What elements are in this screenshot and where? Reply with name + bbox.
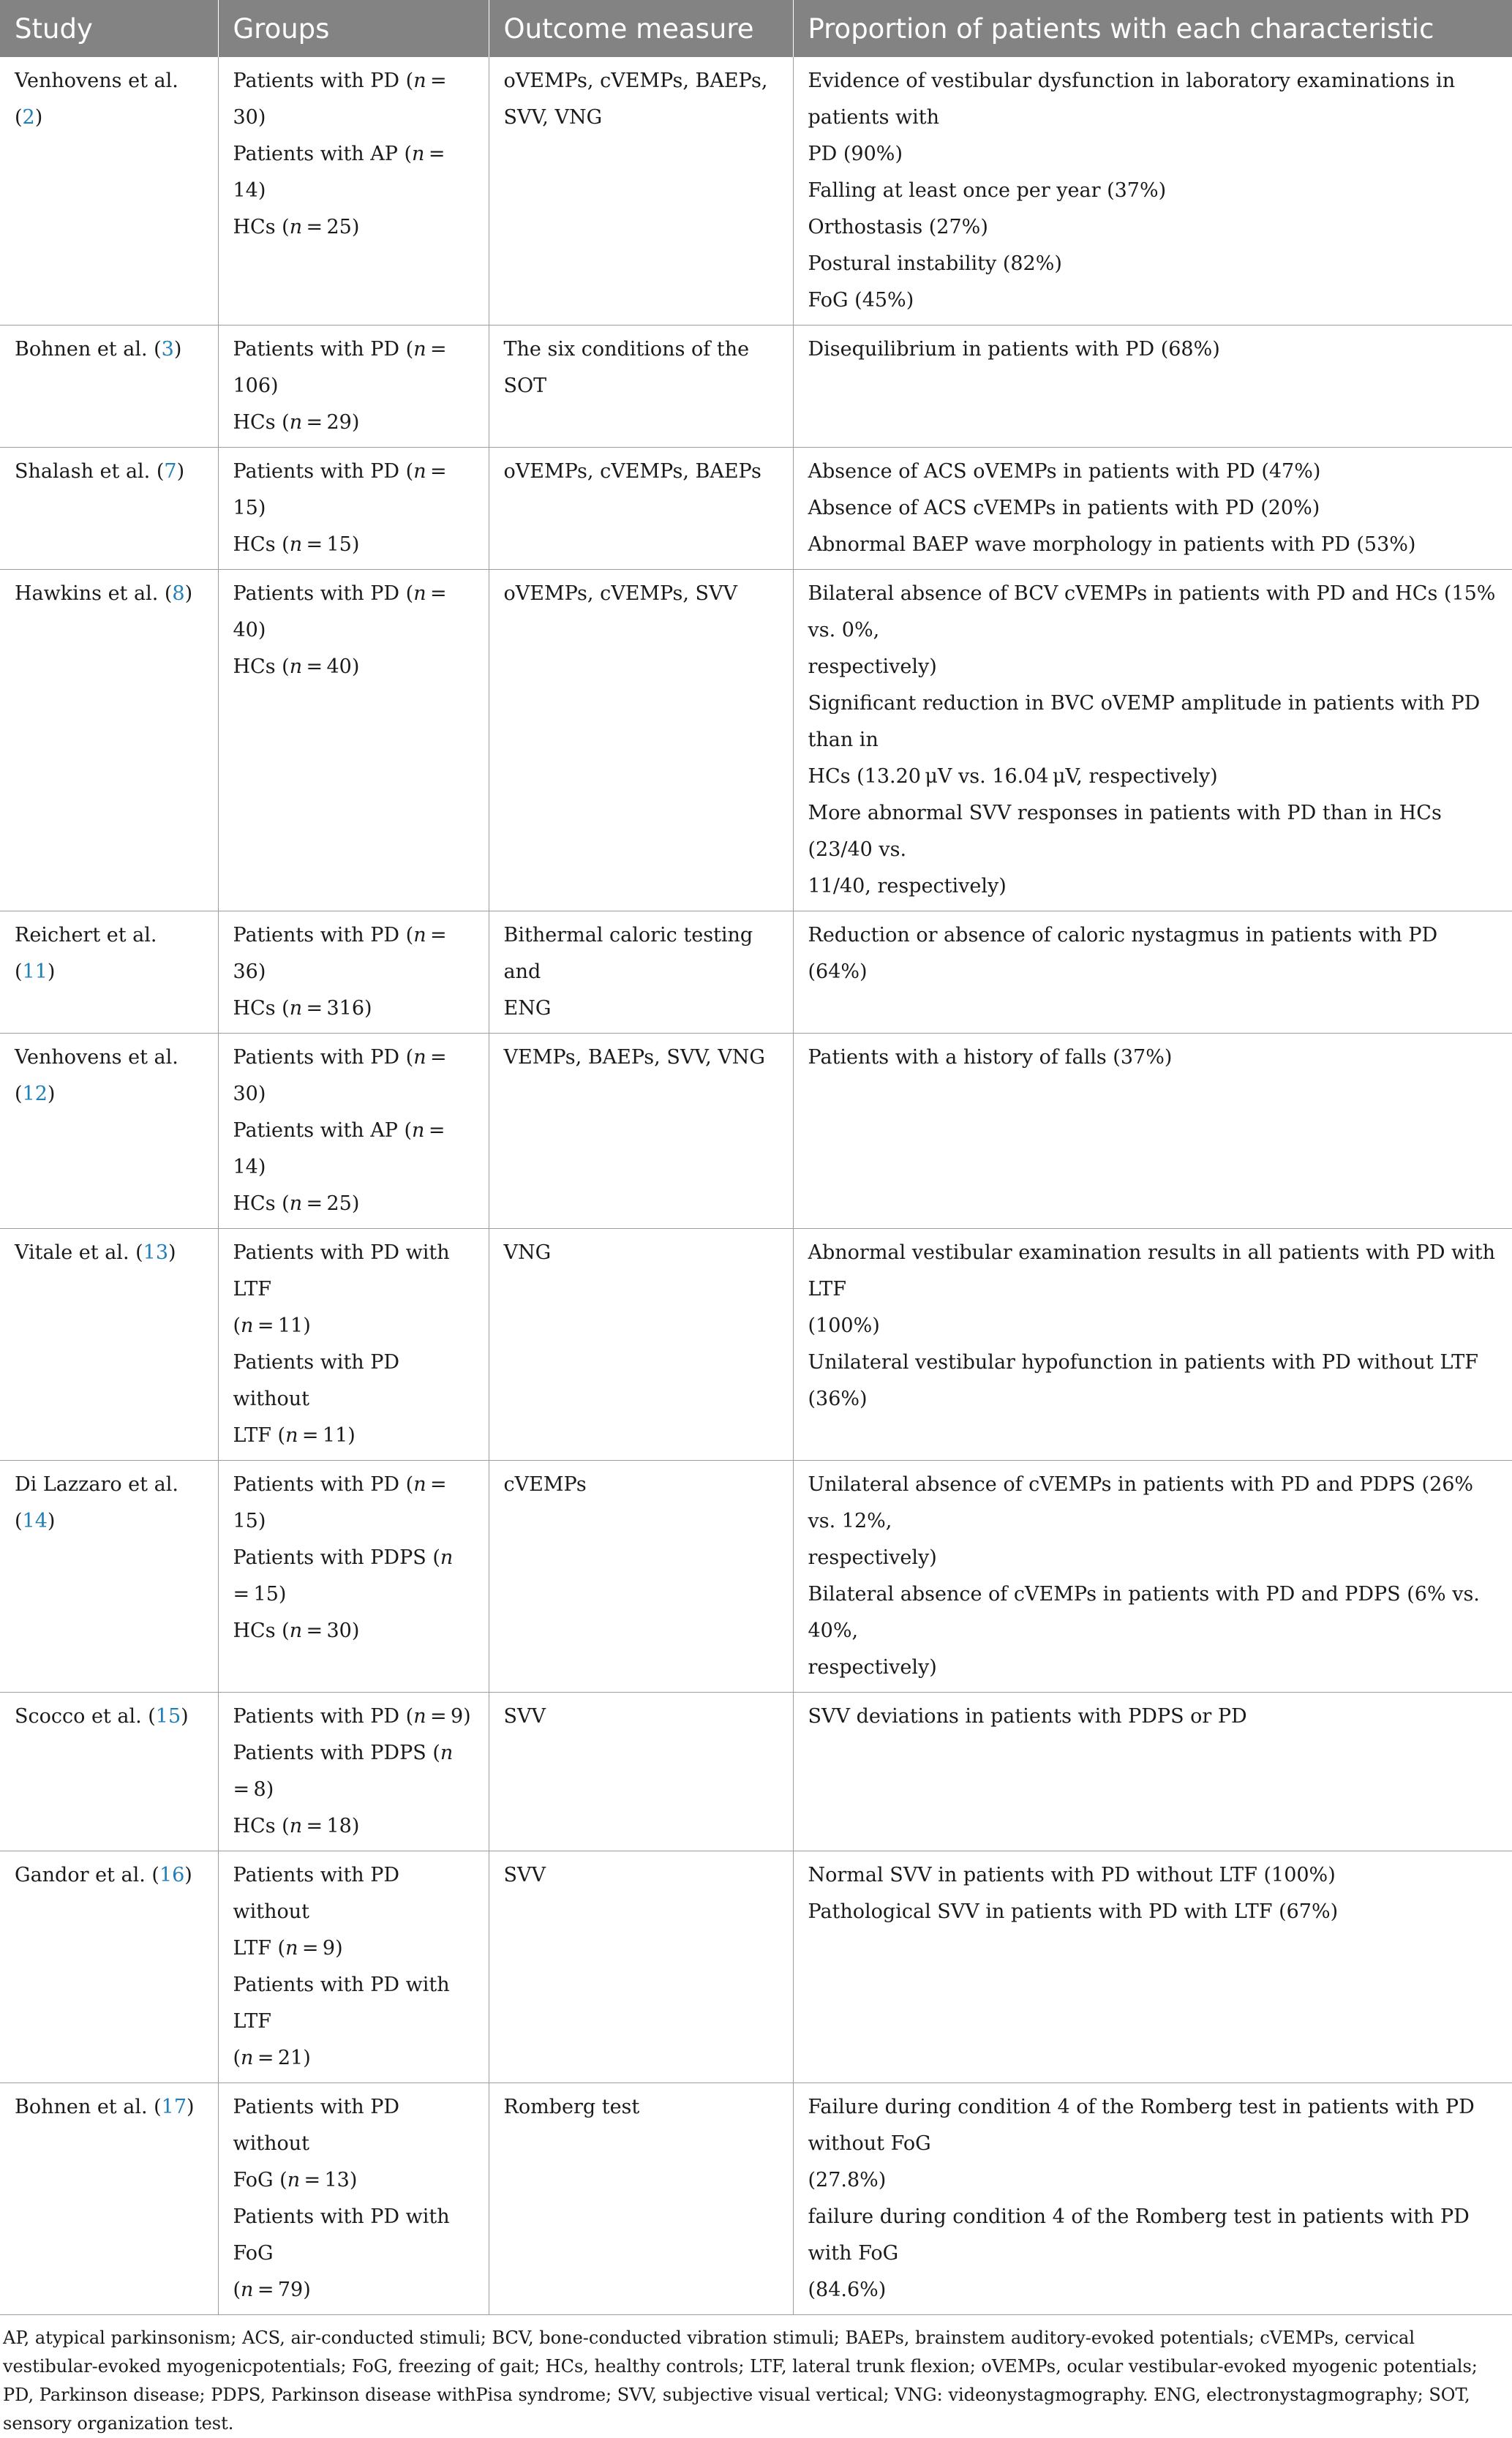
study-close-paren: ) bbox=[47, 1510, 56, 1532]
cell-study bbox=[0, 1693, 218, 1851]
table-row bbox=[0, 1229, 1512, 1461]
proportion-line: Bilateral absence of cVEMPs in patients with PD and PDPS (6% vs. 40%, bbox=[808, 1583, 1480, 1642]
cell-groups bbox=[218, 1034, 489, 1229]
proportion-line: PD (90%) bbox=[808, 143, 903, 165]
cell-study bbox=[0, 448, 218, 570]
cell-groups bbox=[218, 1229, 489, 1461]
cell-proportion bbox=[793, 911, 1512, 1034]
outcome-line: The six conditions of the SOT bbox=[503, 338, 750, 397]
table-row bbox=[0, 448, 1512, 570]
study-name: Venhovens et al. ( bbox=[15, 1046, 178, 1105]
outcome-line: ENG bbox=[503, 997, 552, 1020]
cell-outcome bbox=[489, 1461, 793, 1693]
table-footnote bbox=[0, 2315, 1512, 2438]
table-row bbox=[0, 1461, 1512, 1693]
outcome-line: Bithermal caloric testing and bbox=[503, 924, 753, 983]
reference-link[interactable]: 15 bbox=[155, 1705, 181, 1728]
study-name: Reichert et al. ( bbox=[15, 924, 157, 983]
cell-outcome bbox=[489, 911, 793, 1034]
cell-study bbox=[0, 570, 218, 911]
cell-groups bbox=[218, 2083, 489, 2315]
group-line: Patients with PD without bbox=[233, 2096, 400, 2155]
proportion-line: respectively) bbox=[808, 1546, 937, 1569]
column-header-groups: Groups bbox=[218, 0, 489, 57]
table-row bbox=[0, 1034, 1512, 1229]
group-line: (n = 11) bbox=[233, 1314, 311, 1337]
cell-study bbox=[0, 911, 218, 1034]
group-line: Patients with PD with LTF bbox=[233, 1974, 450, 2033]
proportion-line: Normal SVV in patients with PD without LTF (100%) bbox=[808, 1864, 1336, 1886]
proportion-line: SVV deviations in patients with PDPS or PD bbox=[808, 1705, 1247, 1728]
proportion-line: Bilateral absence of BCV cVEMPs in patients with PD and HCs (15% vs. 0%, bbox=[808, 582, 1496, 642]
group-line: (n = 79) bbox=[233, 2279, 311, 2301]
cell-study bbox=[0, 326, 218, 448]
cell-study bbox=[0, 1229, 218, 1461]
group-line: Patients with PD with LTF bbox=[233, 1241, 450, 1301]
group-line: Patients with PD with FoG bbox=[233, 2205, 450, 2265]
study-close-paren: ) bbox=[176, 460, 185, 483]
cell-proportion bbox=[793, 1461, 1512, 1693]
proportion-line: Evidence of vestibular dysfunction in laboratory examinations in patients with bbox=[808, 69, 1456, 129]
proportion-line: Failure during condition 4 of the Romberg test in patients with PD without FoG bbox=[808, 2096, 1475, 2155]
study-close-paren: ) bbox=[47, 1083, 56, 1105]
cell-proportion bbox=[793, 1034, 1512, 1229]
proportion-line: Unilateral absence of cVEMPs in patients with PD and PDPS (26% vs. 12%, bbox=[808, 1473, 1474, 1532]
proportion-line: HCs (13.20 μV vs. 16.04 μV, respectively) bbox=[808, 765, 1218, 788]
study-name: Scocco et al. ( bbox=[15, 1705, 156, 1728]
proportion-line: (84.6%) bbox=[808, 2279, 887, 2301]
group-line: Patients with PD (n = 15) bbox=[233, 1473, 451, 1532]
footnote-line: Pisa syndrome; SVV, subjective visual vertical; VNG: videonystagmography. ENG, electronystagmography; SOT, sensory organization test. bbox=[3, 2385, 1470, 2434]
proportion-line: (100%) bbox=[808, 1314, 880, 1337]
reference-link[interactable]: 14 bbox=[22, 1510, 48, 1532]
table-row bbox=[0, 57, 1512, 326]
cell-groups bbox=[218, 570, 489, 911]
group-line: (n = 21) bbox=[233, 2047, 311, 2069]
group-line: Patients with PD (n = 36) bbox=[233, 924, 451, 983]
group-line: HCs (n = 18) bbox=[233, 1815, 360, 1837]
cell-groups bbox=[218, 1851, 489, 2083]
group-line: Patients with PDPS (n = 15) bbox=[233, 1546, 457, 1606]
cell-proportion bbox=[793, 448, 1512, 570]
study-close-paren: ) bbox=[184, 1864, 192, 1886]
cell-outcome bbox=[489, 1851, 793, 2083]
group-line: HCs (n = 25) bbox=[233, 216, 360, 238]
group-line: HCs (n = 316) bbox=[233, 997, 372, 1020]
group-line: Patients with PD (n = 30) bbox=[233, 1046, 451, 1105]
proportion-line: Absence of ACS oVEMPs in patients with PD (47%) bbox=[808, 460, 1321, 483]
group-line: HCs (n = 15) bbox=[233, 533, 360, 556]
proportion-line: respectively) bbox=[808, 1656, 937, 1679]
group-line: LTF (n = 11) bbox=[233, 1424, 356, 1447]
reference-link[interactable]: 7 bbox=[164, 460, 177, 483]
cell-groups bbox=[218, 911, 489, 1034]
study-close-paren: ) bbox=[184, 582, 193, 605]
cell-outcome bbox=[489, 1693, 793, 1851]
outcome-line: oVEMPs, cVEMPs, SVV bbox=[503, 582, 738, 605]
cell-proportion bbox=[793, 2083, 1512, 2315]
proportion-line: respectively) bbox=[808, 655, 937, 678]
proportion-line: 11/40, respectively) bbox=[808, 875, 1007, 898]
group-line: FoG (n = 13) bbox=[233, 2169, 358, 2191]
outcome-line: VNG bbox=[503, 1241, 552, 1264]
proportion-line: Abnormal vestibular examination results in all patients with PD with LTF bbox=[808, 1241, 1496, 1301]
group-line: Patients with AP (n = 14) bbox=[233, 1119, 449, 1178]
outcome-line: SVV bbox=[503, 1864, 546, 1886]
proportion-line: Pathological SVV in patients with PD with LTF (67%) bbox=[808, 1900, 1339, 1923]
outcome-line: oVEMPs, cVEMPs, BAEPs, bbox=[503, 69, 768, 92]
proportion-line: Reduction or absence of caloric nystagmus in patients with PD (64%) bbox=[808, 924, 1438, 983]
proportion-line: More abnormal SVV responses in patients with PD than in HCs (23/40 vs. bbox=[808, 802, 1442, 861]
column-header-outcome: Outcome measure bbox=[489, 0, 793, 57]
study-close-paren: ) bbox=[34, 106, 43, 129]
group-line: HCs (n = 30) bbox=[233, 1619, 360, 1642]
group-line: Patients with PD without bbox=[233, 1351, 400, 1410]
cell-study bbox=[0, 1461, 218, 1693]
cell-outcome bbox=[489, 326, 793, 448]
cell-outcome bbox=[489, 1229, 793, 1461]
study-close-paren: ) bbox=[181, 1705, 189, 1728]
study-name: Vitale et al. ( bbox=[15, 1241, 143, 1264]
study-name: Shalash et al. ( bbox=[15, 460, 165, 483]
proportion-line: Absence of ACS cVEMPs in patients with PD (20%) bbox=[808, 497, 1320, 519]
proportion-line: failure during condition 4 of the Romberg test in patients with PD with FoG bbox=[808, 2205, 1470, 2265]
outcome-line: VEMPs, BAEPs, SVV, VNG bbox=[503, 1046, 765, 1069]
group-line: Patients with PD without bbox=[233, 1864, 400, 1923]
table-body bbox=[0, 57, 1512, 2315]
cell-groups bbox=[218, 326, 489, 448]
table-row bbox=[0, 1851, 1512, 2083]
study-name: Hawkins et al. ( bbox=[15, 582, 173, 605]
cell-groups bbox=[218, 448, 489, 570]
group-line: Patients with AP (n = 14) bbox=[233, 143, 449, 202]
group-line: Patients with PDPS (n = 8) bbox=[233, 1742, 457, 1801]
proportion-line: (27.8%) bbox=[808, 2169, 887, 2191]
table-row bbox=[0, 570, 1512, 911]
cell-outcome bbox=[489, 1034, 793, 1229]
study-close-paren: ) bbox=[47, 960, 56, 983]
cell-groups bbox=[218, 1461, 489, 1693]
outcome-line: SVV, VNG bbox=[503, 106, 603, 129]
cell-proportion bbox=[793, 326, 1512, 448]
cell-proportion bbox=[793, 1693, 1512, 1851]
study-name: Venhovens et al. ( bbox=[15, 69, 178, 129]
reference-link[interactable]: 17 bbox=[161, 2096, 187, 2118]
outcome-line: oVEMPs, cVEMPs, BAEPs bbox=[503, 460, 761, 483]
table-row bbox=[0, 2083, 1512, 2315]
cell-proportion bbox=[793, 57, 1512, 326]
study-close-paren: ) bbox=[173, 338, 182, 361]
group-line: Patients with PD (n = 15) bbox=[233, 460, 451, 519]
group-line: Patients with PD (n = 9) bbox=[233, 1705, 471, 1728]
cell-proportion bbox=[793, 570, 1512, 911]
footnote-line: potentials; FoG, freezing of gait; HCs, healthy controls; LTF, lateral trunk flexion; oVEMPs, ocular vestibular-evoked myogenic potentials; PD, Parkinson disease; PDPS, Parkinson disease with bbox=[3, 2356, 1478, 2405]
cell-proportion bbox=[793, 1229, 1512, 1461]
group-line: Patients with PD (n = 106) bbox=[233, 338, 451, 397]
cell-study bbox=[0, 2083, 218, 2315]
cell-outcome bbox=[489, 2083, 793, 2315]
outcome-line: Romberg test bbox=[503, 2096, 640, 2118]
cell-study bbox=[0, 1034, 218, 1229]
reference-link[interactable]: 3 bbox=[161, 338, 174, 361]
cell-groups bbox=[218, 57, 489, 326]
cell-study bbox=[0, 57, 218, 326]
group-line: LTF (n = 9) bbox=[233, 1937, 343, 1960]
proportion-line: Patients with a history of falls (37%) bbox=[808, 1046, 1173, 1069]
cell-groups bbox=[218, 1693, 489, 1851]
proportion-line: Unilateral vestibular hypofunction in patients with PD without LTF (36%) bbox=[808, 1351, 1478, 1410]
group-line: Patients with PD (n = 40) bbox=[233, 582, 451, 642]
proportion-line: Disequilibrium in patients with PD (68%) bbox=[808, 338, 1220, 361]
reference-link[interactable]: 8 bbox=[172, 582, 185, 605]
proportion-line: Postural instability (82%) bbox=[808, 252, 1062, 275]
group-line: HCs (n = 29) bbox=[233, 411, 360, 434]
reference-link[interactable]: 11 bbox=[22, 960, 48, 983]
column-header-study: Study bbox=[0, 0, 218, 57]
group-line: Patients with PD (n = 30) bbox=[233, 69, 451, 129]
column-header-proportion: Proportion of patients with each characteristic bbox=[793, 0, 1512, 57]
study-name: Di Lazzaro et al. ( bbox=[15, 1473, 178, 1532]
table-row bbox=[0, 1693, 1512, 1851]
study-name: Gandor et al. ( bbox=[15, 1864, 159, 1886]
cell-outcome bbox=[489, 57, 793, 326]
table-row bbox=[0, 326, 1512, 448]
proportion-line: Orthostasis (27%) bbox=[808, 216, 988, 238]
reference-link[interactable]: 13 bbox=[143, 1241, 169, 1264]
header-row bbox=[0, 0, 1512, 57]
cell-proportion bbox=[793, 1851, 1512, 2083]
reference-link[interactable]: 2 bbox=[22, 106, 35, 129]
study-name: Bohnen et al. ( bbox=[15, 338, 162, 361]
study-name: Bohnen et al. ( bbox=[15, 2096, 162, 2118]
proportion-line: FoG (45%) bbox=[808, 289, 914, 312]
study-close-paren: ) bbox=[187, 2096, 195, 2118]
group-line: HCs (n = 40) bbox=[233, 655, 360, 678]
proportion-line: Significant reduction in BVC oVEMP amplitude in patients with PD than in bbox=[808, 692, 1481, 751]
proportion-line: Falling at least once per year (37%) bbox=[808, 179, 1167, 202]
reference-link[interactable]: 16 bbox=[159, 1864, 185, 1886]
proportion-line: Abnormal BAEP wave morphology in patients with PD (53%) bbox=[808, 533, 1416, 556]
reference-link[interactable]: 12 bbox=[22, 1083, 48, 1105]
cell-outcome bbox=[489, 570, 793, 911]
study-close-paren: ) bbox=[168, 1241, 176, 1264]
cell-study bbox=[0, 1851, 218, 2083]
group-line: HCs (n = 25) bbox=[233, 1192, 360, 1215]
table-row bbox=[0, 911, 1512, 1034]
outcome-line: cVEMPs bbox=[503, 1473, 587, 1496]
footnote-line: AP, atypical parkinsonism; ACS, air-conducted stimuli; BCV, bone-conducted vibration stimuli; BAEPs, brainstem auditory-evoked potentials; cVEMPs, cervical vestibular-evoked myogenic bbox=[3, 2328, 1415, 2377]
outcome-line: SVV bbox=[503, 1705, 546, 1728]
cell-outcome bbox=[489, 448, 793, 570]
